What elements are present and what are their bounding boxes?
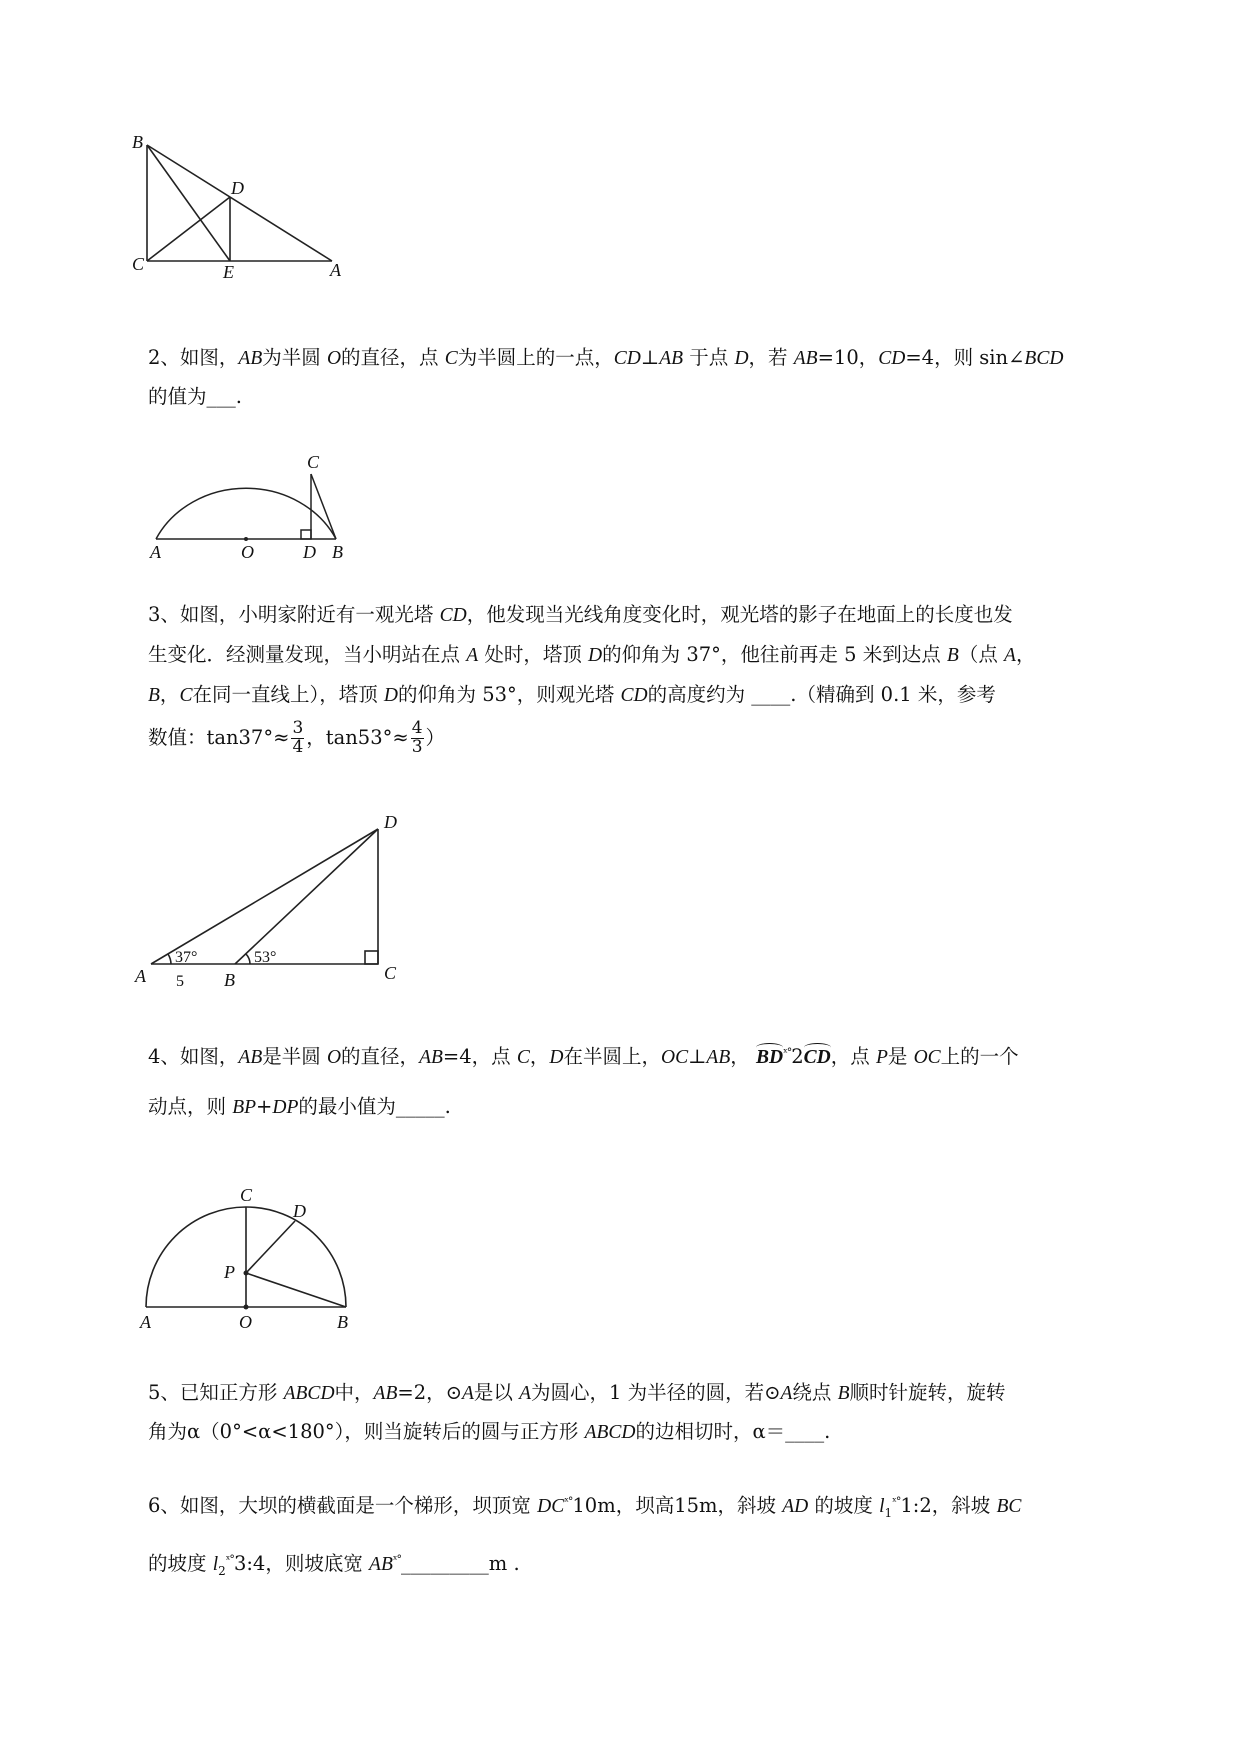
q4-text: ，点 xyxy=(830,1045,876,1068)
center-point-o xyxy=(244,1305,249,1310)
q4-var: AB xyxy=(419,1047,443,1068)
q4-var: O xyxy=(326,1047,342,1068)
q6-var: l xyxy=(212,1554,219,1575)
q4-text: ， xyxy=(529,1045,550,1068)
q3-text: 在同一直线上），塔顶 xyxy=(192,683,384,706)
seg-pb xyxy=(246,1273,346,1307)
q4-var: P xyxy=(875,1047,888,1068)
q4-var: AB xyxy=(238,1047,263,1068)
q2-var: D xyxy=(734,348,749,369)
q3-text: 的仰角为 37°，他往前再走 5 米到达点 xyxy=(602,643,947,666)
sightline-ad xyxy=(151,829,378,964)
equals-glyph: ˣ° xyxy=(392,1553,402,1566)
seg-cb xyxy=(311,474,336,539)
q3-line-3 xyxy=(148,685,996,706)
equals-glyph: ˣ° xyxy=(892,1495,901,1508)
q3-var: CD xyxy=(620,685,648,706)
q2-var: AB xyxy=(238,348,263,369)
q4-var: D xyxy=(549,1047,564,1068)
label-a: A xyxy=(330,260,341,280)
angle-label-37: 37° xyxy=(175,949,198,966)
q6-text: 1:2 xyxy=(900,1494,932,1517)
label-a: A xyxy=(150,542,161,562)
label-p: P xyxy=(224,1262,235,1282)
right-angle-mark xyxy=(301,530,311,539)
q6-var: DC xyxy=(537,1496,565,1517)
fraction-3-4 xyxy=(291,720,304,757)
q6-text: ，斜坡 xyxy=(931,1494,997,1517)
q5-line-1 xyxy=(148,1383,1006,1404)
q4-text: + xyxy=(256,1095,273,1118)
q2-text: =4，则 sin∠ xyxy=(905,346,1025,369)
q3-text: 处时，塔顶 xyxy=(478,643,589,666)
right-angle-mark xyxy=(365,951,378,964)
figure-1-triangle xyxy=(130,128,360,288)
equals-glyph: ˣ° xyxy=(783,1046,792,1059)
q2-text: 为半圆上的一点， xyxy=(457,346,614,369)
q2-text: 为半圆 xyxy=(262,346,327,369)
q3-text: ，tan53°≈ xyxy=(306,725,409,749)
label-c: C xyxy=(307,452,320,472)
fraction-numerator: 3 xyxy=(292,718,304,738)
q4-var: OC xyxy=(660,1047,689,1068)
equals-glyph: ˣ° xyxy=(564,1495,573,1508)
center-point-o xyxy=(244,537,248,541)
q2-text: 于点 xyxy=(683,346,735,369)
q3-text: ，他发现当光线角度变化时，观光塔的影子在地面上的长度也发 xyxy=(466,603,1013,626)
q4-text: 4、如图， xyxy=(148,1045,239,1068)
seg-be xyxy=(147,145,230,261)
label-d: D xyxy=(231,178,244,198)
label-a: A xyxy=(140,1312,151,1332)
q6-text: 10m xyxy=(572,1494,616,1517)
q6-text: 6、如图，大坝的横截面是一个梯形，坝顶宽 xyxy=(148,1494,538,1517)
q4-line-1 xyxy=(148,1047,1019,1068)
q6-var: AB xyxy=(369,1554,393,1575)
q2-text: ，若 xyxy=(748,346,794,369)
label-e: E xyxy=(223,262,234,282)
q6-text: 的坡度 xyxy=(148,1552,213,1575)
q6-answer-blank: _________ xyxy=(401,1552,489,1575)
q5-text: 是以 xyxy=(473,1381,520,1404)
q3-text: ， xyxy=(1015,643,1036,666)
q5-var: ABCD xyxy=(584,1422,636,1443)
q5-var: A xyxy=(519,1383,532,1404)
label-d: D xyxy=(384,812,397,832)
q4-text: 上的一个 xyxy=(940,1045,1019,1068)
q6-text: ，则坡底宽 xyxy=(265,1552,370,1575)
fraction-denominator: 3 xyxy=(411,736,423,757)
q3-line-2 xyxy=(148,645,1035,666)
q5-text: 中， xyxy=(334,1381,374,1404)
q4-text: 是 xyxy=(887,1045,914,1068)
figure-3-svg xyxy=(135,808,397,990)
q2-var: AB xyxy=(659,348,684,369)
q4-text: 动点，则 xyxy=(148,1095,233,1118)
q3-text: 的仰角为 53°，则观光塔 xyxy=(398,683,621,706)
q4-text: ， xyxy=(730,1045,750,1068)
arc-cd: CD xyxy=(803,1047,831,1068)
q5-text: 的边相切时，α＝____. xyxy=(635,1420,831,1443)
q3-var: A xyxy=(466,645,479,666)
q3-text: 的高度约为 ____.（精确到 0.1 米，参考 xyxy=(647,683,996,706)
seg-pd xyxy=(246,1221,295,1273)
angle-label-53: 53° xyxy=(254,949,277,966)
figure-3-tower xyxy=(135,808,397,990)
q4-var: C xyxy=(516,1047,530,1068)
q2-text: 的直径，点 xyxy=(341,346,445,369)
q2-var: C xyxy=(444,348,458,369)
q6-line-2 xyxy=(148,1554,520,1577)
seg-cd xyxy=(147,197,230,261)
q4-var: OC xyxy=(913,1047,941,1068)
q2-line-1 xyxy=(148,348,1063,369)
seg-ba xyxy=(147,145,332,261)
q3-var: D xyxy=(383,685,398,706)
q2-var: AB xyxy=(793,348,818,369)
q6-text: . xyxy=(507,1552,520,1575)
q5-text: =2，⊙ xyxy=(397,1381,462,1404)
q2-text: ⊥ xyxy=(640,346,660,369)
q4-var: BP xyxy=(232,1097,257,1118)
q6-text: m xyxy=(488,1552,508,1575)
q5-var: B xyxy=(837,1383,850,1404)
q4-text: ⊥ xyxy=(688,1045,707,1068)
q6-var: BC xyxy=(996,1496,1022,1517)
fraction-denominator: 4 xyxy=(292,736,304,757)
figure-4-svg xyxy=(140,1165,360,1335)
q5-var: AB xyxy=(373,1383,398,1404)
q2-var: O xyxy=(326,348,342,369)
q3-text: ， xyxy=(159,683,180,706)
label-c: C xyxy=(132,254,145,274)
label-b: B xyxy=(332,542,343,562)
figure-2-svg xyxy=(150,448,350,563)
q4-text: =4，点 xyxy=(442,1045,517,1068)
q4-text: 的最小值为_____. xyxy=(298,1095,451,1118)
q3-var: A xyxy=(1004,645,1016,666)
q4-var: AB xyxy=(706,1047,731,1068)
figure-4-semicircle xyxy=(140,1165,360,1335)
label-d: D xyxy=(293,1201,306,1221)
q3-text: 生变化．经测量发现，当小明站在点 xyxy=(148,643,467,666)
q4-text: 在半圆上， xyxy=(563,1045,661,1068)
label-b: B xyxy=(224,970,235,990)
fraction-numerator: 4 xyxy=(411,718,423,738)
q6-subscript: 2 xyxy=(218,1563,226,1578)
q3-var: CD xyxy=(439,605,467,626)
angle-arc-a xyxy=(168,954,171,964)
q6-var: l xyxy=(879,1496,885,1517)
q5-line-2 xyxy=(148,1422,830,1443)
label-o: O xyxy=(241,542,254,562)
point-p xyxy=(244,1271,249,1276)
q4-text: 的直径， xyxy=(341,1045,420,1068)
q2-var: CD xyxy=(613,348,641,369)
q5-var: A xyxy=(780,1383,793,1404)
q5-text: 顺时针旋转，旋转 xyxy=(849,1381,1006,1404)
q2-line-2 xyxy=(148,387,242,407)
q6-text: 的坡度 xyxy=(808,1494,880,1517)
figure-1-svg xyxy=(130,128,360,288)
q3-text: （点 xyxy=(958,643,1005,666)
semicircle-arc xyxy=(156,488,336,539)
q5-text: 绕点 xyxy=(792,1381,838,1404)
q3-text: 3、如图，小明家附近有一观光塔 xyxy=(148,603,440,626)
q2-text: 2、如图， xyxy=(148,346,239,369)
label-b: B xyxy=(132,132,143,152)
q6-text: ，坝高15m，斜坡 xyxy=(615,1494,783,1517)
sightline-bd xyxy=(235,829,378,964)
q4-text: 是半圆 xyxy=(262,1045,327,1068)
q3-var: B xyxy=(148,685,160,706)
q3-line-4 xyxy=(148,720,445,757)
label-c: C xyxy=(240,1185,253,1205)
q3-var: C xyxy=(179,685,193,706)
label-c: C xyxy=(384,963,397,983)
fraction-4-3 xyxy=(411,720,424,757)
distance-label: 5 xyxy=(176,973,184,990)
q3-var: D xyxy=(588,645,603,666)
q3-var: B xyxy=(946,645,959,666)
q5-var: ABCD xyxy=(283,1383,335,1404)
q3-line-1 xyxy=(148,605,1013,626)
q6-text: 3:4 xyxy=(233,1552,266,1575)
q5-var: A xyxy=(461,1383,474,1404)
q5-text: 为圆心，1 为半径的圆，若⊙ xyxy=(531,1381,781,1404)
label-b: B xyxy=(337,1312,348,1332)
figure-2-semicircle xyxy=(150,448,350,563)
q4-line-2 xyxy=(148,1097,451,1118)
q4-var: DP xyxy=(272,1097,299,1118)
equals-glyph: ˣ° xyxy=(225,1553,234,1566)
q5-text: 5、已知正方形 xyxy=(148,1381,284,1404)
q3-text: 数值：tan37°≈ xyxy=(148,725,290,749)
q2-answer-blank: 的值为___. xyxy=(148,385,242,408)
label-o: O xyxy=(239,1312,252,1332)
q6-var: AD xyxy=(782,1496,809,1517)
q6-subscript: 1 xyxy=(884,1505,893,1520)
q4-text: 2 xyxy=(791,1045,804,1068)
q2-var: CD xyxy=(878,348,906,369)
q3-text: ） xyxy=(425,725,446,749)
q5-text: 角为α（0°<α<180°），则当旋转后的圆与正方形 xyxy=(148,1420,585,1443)
label-a: A xyxy=(135,966,146,986)
angle-arc-b xyxy=(246,954,250,964)
q2-text: =10， xyxy=(817,346,879,369)
label-d: D xyxy=(303,542,316,562)
q6-line-1 xyxy=(148,1496,1021,1519)
q2-var: BCD xyxy=(1024,348,1064,369)
arc-bd: BD xyxy=(755,1047,784,1068)
